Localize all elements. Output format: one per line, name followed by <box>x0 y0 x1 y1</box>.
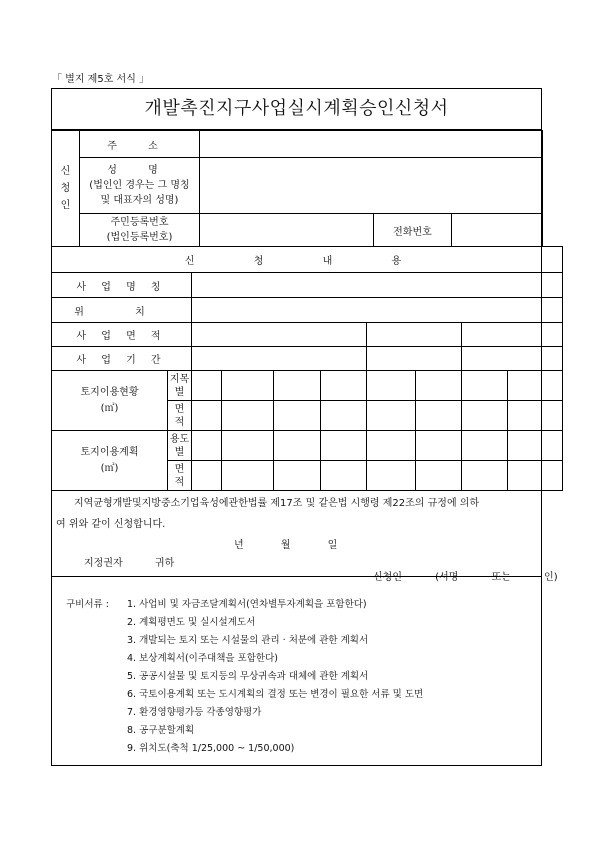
land-current-area-cell[interactable] <box>367 401 416 431</box>
land-plan-usage-cell[interactable] <box>274 431 321 461</box>
date-line: 년 월 일 <box>234 540 338 551</box>
page-title: 개발촉진지구사업실시계획승인신청서 <box>51 88 542 130</box>
location-label: 위 치 <box>52 298 192 323</box>
honorific-label: 귀하 <box>155 558 175 569</box>
land-category-label: 지목 별 <box>168 371 192 401</box>
required-documents-label: 구비서류 : <box>66 599 109 610</box>
project-period-label: 사 업 기 간 <box>52 347 192 371</box>
applicant-signature-label: 신청인 (서명 또는 인) <box>373 572 558 583</box>
applicant-table <box>51 130 543 247</box>
land-use-current-label: 토지이용현황 (㎡) <box>52 371 168 431</box>
list-item: 2. 계획평면도 및 실시설계도서 <box>127 617 256 628</box>
land-plan-area-cell[interactable] <box>367 461 416 491</box>
land-current-area-cell[interactable] <box>274 401 321 431</box>
project-area-field-1[interactable] <box>192 323 367 347</box>
land-current-category-cell[interactable] <box>192 371 222 401</box>
land-use-plan-label: 토지이용계획 (㎡) <box>52 431 168 491</box>
list-item: 1. 사업비 및 자금조달계획서(연차별투자계획을 포함한다) <box>127 599 367 610</box>
land-current-category-cell[interactable] <box>367 371 416 401</box>
list-item: 9. 위치도(축척 1/25,000 ~ 1/50,000) <box>127 743 295 754</box>
land-current-area-cell[interactable] <box>416 401 462 431</box>
statement-line-2: 여 위와 같이 신청합니다. <box>56 519 166 530</box>
land-current-category-cell[interactable] <box>222 371 274 401</box>
land-current-category-cell[interactable] <box>274 371 321 401</box>
land-plan-usage-cell[interactable] <box>321 431 367 461</box>
project-period-field-1[interactable] <box>192 347 367 371</box>
land-plan-area-cell[interactable] <box>321 461 367 491</box>
statement-divider <box>51 576 542 577</box>
plan-area-label: 면 적 <box>168 461 192 491</box>
land-plan-area-cell[interactable] <box>416 461 462 491</box>
address-label: 주 소 <box>80 131 200 158</box>
list-item: 8. 공구분할계획 <box>127 725 195 736</box>
land-current-category-cell[interactable] <box>416 371 462 401</box>
land-area-label: 면 적 <box>168 401 192 431</box>
signature-area <box>51 555 558 583</box>
usage-label: 용도 별 <box>168 431 192 461</box>
land-plan-area-cell[interactable] <box>508 461 563 491</box>
land-current-category-cell[interactable] <box>462 371 508 401</box>
list-item: 6. 국토이용계획 또는 도시계획의 결정 또는 변경이 필요한 서류 및 도면 <box>127 689 424 700</box>
address-field[interactable] <box>200 131 543 158</box>
id-number-label: 주민등록번호 (법인등록번호) <box>80 214 200 247</box>
list-item: 4. 보상계획서(이주대책을 포함한다) <box>127 653 278 664</box>
land-current-area-cell[interactable] <box>321 401 367 431</box>
land-plan-area-cell[interactable] <box>192 461 222 491</box>
request-content-header: 신 청 내 용 <box>52 247 563 273</box>
list-item: 7. 환경영향평가등 각종영향평가 <box>127 707 262 718</box>
id-number-field[interactable] <box>200 214 374 247</box>
land-current-area-cell[interactable] <box>462 401 508 431</box>
applicant-section-label: 신 청 인 <box>52 131 80 247</box>
land-current-category-cell[interactable] <box>508 371 563 401</box>
request-table <box>51 246 563 491</box>
land-plan-usage-cell[interactable] <box>367 431 416 461</box>
project-area-label: 사 업 면 적 <box>52 323 192 347</box>
land-plan-area-cell[interactable] <box>274 461 321 491</box>
location-field[interactable] <box>192 298 563 323</box>
list-item: 5. 공공시설물 및 토지등의 무상귀속과 대체에 관한 계획서 <box>127 671 369 682</box>
project-name-field[interactable] <box>192 273 563 298</box>
land-current-area-cell[interactable] <box>508 401 563 431</box>
form-number-label: 「 별지 제5호 서식 」 <box>52 74 150 85</box>
land-plan-area-cell[interactable] <box>462 461 508 491</box>
land-plan-usage-cell[interactable] <box>462 431 508 461</box>
project-area-field-3[interactable] <box>462 323 563 347</box>
land-plan-usage-cell[interactable] <box>222 431 274 461</box>
land-plan-area-cell[interactable] <box>222 461 274 491</box>
land-current-area-cell[interactable] <box>222 401 274 431</box>
project-period-field-2[interactable] <box>367 347 462 371</box>
project-area-field-2[interactable] <box>367 323 462 347</box>
required-documents-list <box>127 596 423 758</box>
list-item: 3. 개발되는 토지 또는 시설물의 관리 · 처분에 관한 계획서 <box>127 635 369 646</box>
name-field[interactable] <box>200 158 543 214</box>
land-current-category-cell[interactable] <box>321 371 367 401</box>
project-period-field-3[interactable] <box>462 347 563 371</box>
statement-line-1: 지역균형개발및지방중소기업육성에관한법률 제17조 및 같은법 시행령 제22조의 규정에 의하 <box>74 498 480 509</box>
phone-label: 전화번호 <box>374 214 452 247</box>
phone-field[interactable] <box>452 214 543 247</box>
recipient-label: 지정권자 <box>84 558 123 569</box>
land-plan-usage-cell[interactable] <box>192 431 222 461</box>
land-plan-usage-cell[interactable] <box>508 431 563 461</box>
name-label: 성 명 (법인인 경우는 그 명칭 및 대표자의 성명) <box>80 158 200 214</box>
project-name-label: 사 업 명 칭 <box>52 273 192 298</box>
land-current-area-cell[interactable] <box>192 401 222 431</box>
land-plan-usage-cell[interactable] <box>416 431 462 461</box>
